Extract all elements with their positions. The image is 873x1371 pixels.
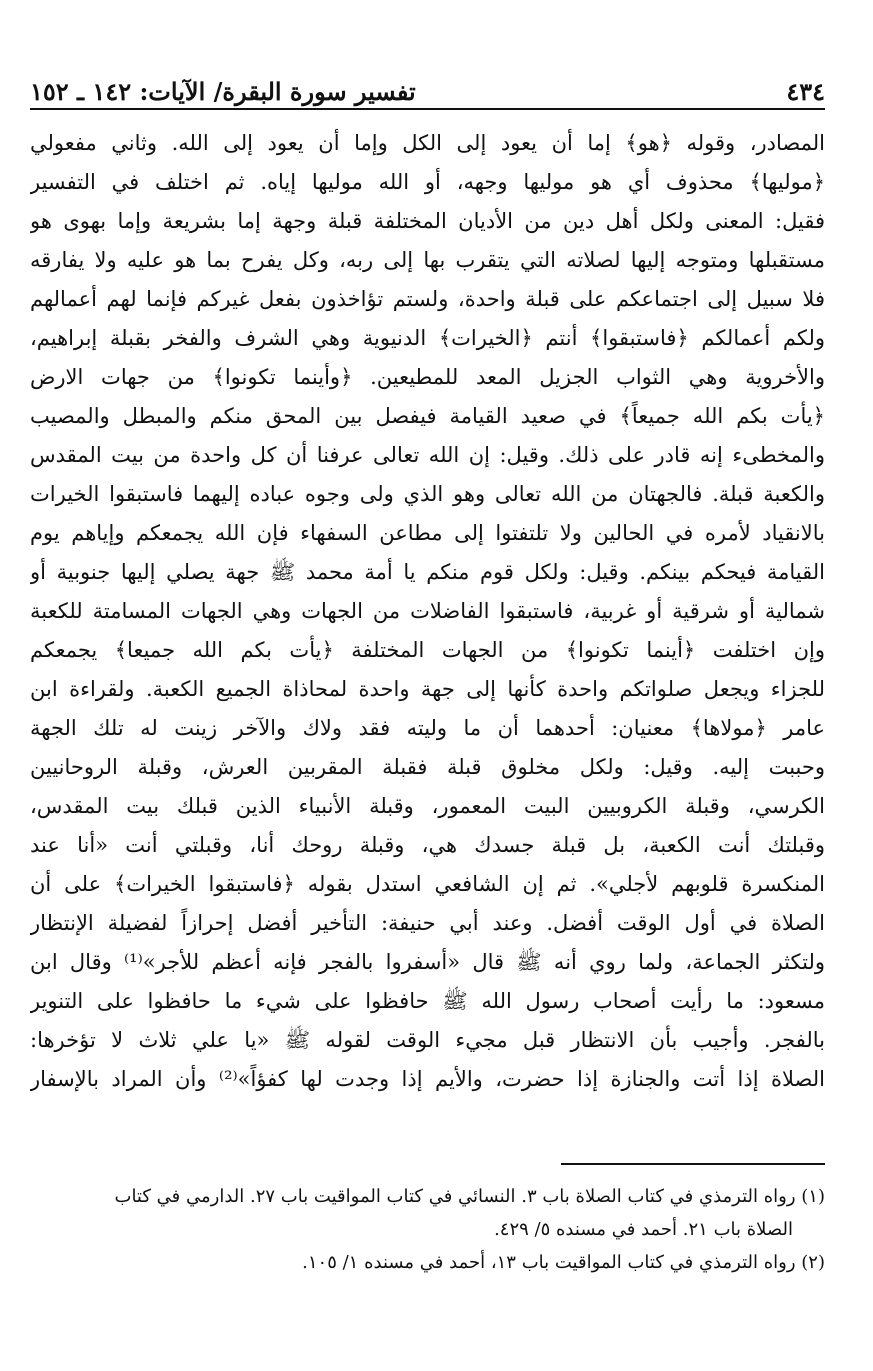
text-line: والكعبة قبلة. فالجهتان من الله تعالى وهو الذي ولى وجوه عباده إليهما فاستبقوا الخيرات	[30, 482, 825, 506]
text-line: شمالية أو شرقية أو غربية، فاستبقوا الفاضلات من الجهات وهي الجهات المسامتة للكعبة	[30, 599, 825, 623]
text-line: الصلاة إذا أتت والجنازة إذا حضرت، والأيم إذا وجدت لها كفؤاً»⁽²⁾ وأن المراد بالإسفار	[30, 1067, 825, 1091]
text-line: ﴿يأت بكم الله جميعاً﴾ في صعيد القيامة فيفصل بين المحق منكم والمبطل والمصيب	[30, 404, 825, 428]
footnote-divider	[561, 1163, 825, 1165]
text-line: القيامة فيحكم بينكم. وقيل: ولكل قوم منكم يا أمة محمد ﷺ جهة يصلي إليها جنوبية أو	[30, 560, 825, 584]
text-line: مسعود: ما رأيت أصحاب رسول الله ﷺ حافظوا على شيء ما حافظوا على التنوير	[30, 989, 825, 1013]
text-line: عامر ﴿مولاها﴾ معنيان: أحدهما أن ما وليته فقد ولاك والآخر زينت له تلك الجهة	[30, 716, 825, 740]
text-line: الكرسي، وقبلة الكروبيين البيت المعمور، وقبلة الأنبياء الذين قبلك بيت المقدس،	[30, 794, 825, 818]
running-header	[30, 60, 825, 110]
text-line: ولكم أعمالكم ﴿فاستبقوا﴾ أنتم ﴿الخيرات﴾ الدنيوية وهي الشرف والفخر بقبلة إبراهيم،	[30, 326, 825, 350]
text-line: والأخروية وهي الثواب الجزيل المعد للمطيعين. ﴿وأينما تكونوا﴾ من جهات الارض	[30, 365, 825, 389]
text-line: مستقبلها ومتوجه إليها لصلاته التي يتقرب بها إلى ربه، وكل يفرح بما هو عليه ولا يفارقه	[30, 248, 825, 272]
text-line: وإن اختلفت ﴿أينما تكونوا﴾ من الجهات المختلفة ﴿يأت بكم الله جميعا﴾ يجمعكم	[30, 638, 825, 662]
text-line: المصادر، وقوله ﴿هو﴾ إما أن يعود إلى الكل وإما أن يعود إلى الله. وثاني مفعولي	[30, 131, 825, 155]
text-line: فلا سبيل إلى اجتماعكم على قبلة واحدة، ولستم تؤاخذون بفعل غيركم فإنما لهم أعمالهم	[30, 287, 825, 311]
page-number: ٤٣٤	[786, 77, 825, 106]
text-line: ﴿موليها﴾ محذوف أي هو موليها وجهه، أو الله موليها إياه. ثم اختلف في التفسير	[30, 170, 825, 194]
text-line: بالانقياد لأمره في الحالين ولا تلتفتوا إلى مطاعن السفهاء فإن الله يجمعكم وإياهم يوم	[30, 521, 825, 545]
text-line: ولتكثر الجماعة، ولما روي أنه ﷺ قال «أسفروا بالفجر فإنه أعظم للأجر»⁽¹⁾ وقال ابن	[30, 950, 825, 974]
footnote-1-continued: الصلاة باب ٢١. أحمد في مسنده ٥/ ٤٢٩.	[494, 1219, 793, 1240]
running-title: تفسير سورة البقرة/ الآيات: ١٤٢ ـ ١٥٢	[30, 77, 416, 106]
text-line: وقبلتك أنت الكعبة، بل قبلة جسدك هي، وقبلة روحك أنا، وقبلتي أنت «أنا عند	[30, 833, 825, 857]
body-text	[30, 124, 825, 1099]
text-line: وحببت إليه. وقيل: ولكل مخلوق قبلة فقبلة المقربين العرش، وقبلة الروحانيين	[30, 755, 825, 779]
text-line: بالفجر. وأجيب بأن الانتظار قبل مجيء الوقت لقوله ﷺ «يا علي ثلاث لا تؤخرها:	[30, 1028, 825, 1052]
text-line: للجزاء ويجعل صلواتكم واحدة كأنها إلى جهة واحدة لمحاذاة الجميع الكعبة. ولقراءة ابن	[30, 677, 825, 701]
text-line: المنكسرة قلوبهم لأجلي». ثم إن الشافعي استدل بقوله ﴿فاستبقوا الخيرات﴾ على أن	[30, 872, 825, 896]
text-line: فقيل: المعنى ولكل أهل دين من الأديان المختلفة قبلة وجهة إما بشريعة وإما بهوى هو	[30, 209, 825, 233]
footnote-2: (٢) رواه الترمذي في كتاب المواقيت باب ١٣، أحمد في مسنده ١/ ١٠٥.	[302, 1252, 825, 1273]
text-line: والمخطىء إنه قادر على ذلك. وقيل: إن الله تعالى عرفنا أن كل واحدة من بيت المقدس	[30, 443, 825, 467]
header-divider	[30, 108, 825, 110]
footnote-1: (١) رواه الترمذي في كتاب الصلاة باب ٣. النسائي في كتاب المواقيت باب ٢٧. الدارمي في كتاب	[114, 1186, 825, 1207]
text-line: الصلاة في أول الوقت أفضل. وعند أبي حنيفة: التأخير أفضل إحرازاً لفضيلة الإنتظار	[30, 911, 825, 935]
footnotes	[30, 1180, 825, 1279]
